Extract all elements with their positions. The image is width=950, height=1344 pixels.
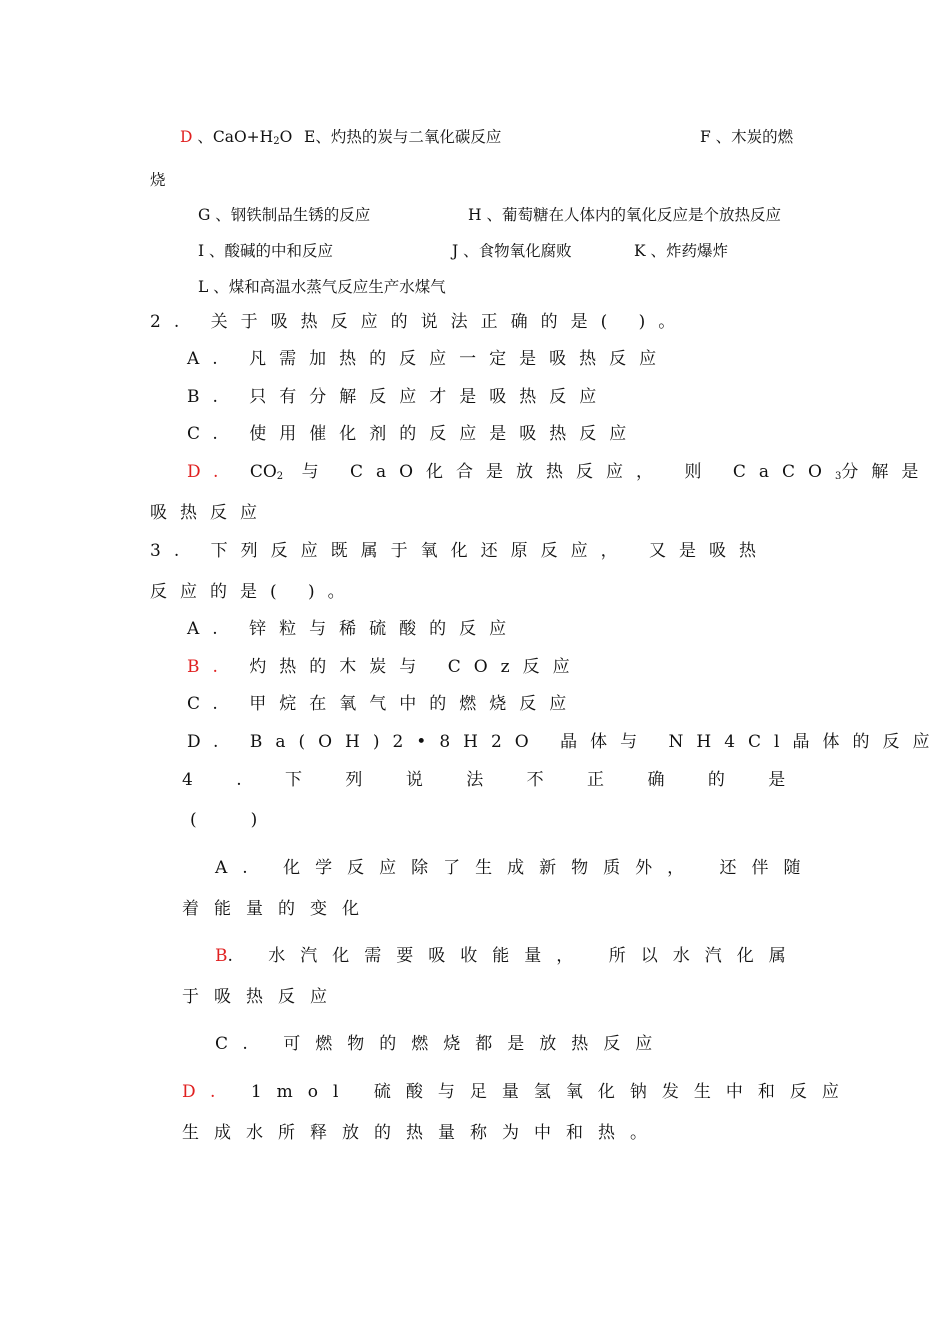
q4-paren: ( ) [190,810,258,830]
q2-option-d-letter: D. [187,462,232,482]
q2-option-d-sub1: 2 [276,471,284,482]
q3-option-b-text: 灼热的木炭与 COz反应 [249,657,583,677]
option-d-text: 、CaO+H [197,128,274,146]
q4-option-b-line2: 于吸热反应 [182,987,342,1007]
q4-option-d-text: 1mol 硫酸与足量氢氧化钠发生中和反应 [250,1082,854,1102]
q4-option-a-line2: 着能量的变化 [182,899,374,919]
q2-option-d-co2 [250,462,283,482]
option-h: H 、葡萄糖在人体内的氧化反应是个放热反应 [468,206,781,224]
q3-stem-line2: 反应的是( )。 [150,582,358,602]
q4-option-d-line2: 生成水所释放的热量称为中和热。 [182,1123,662,1143]
q2-option-d-continued: 吸热反应 [150,503,270,523]
option-g: G 、钢铁制品生锈的反应 [198,206,371,224]
option-l: L 、煤和高温水蒸气反应生产水煤气 [198,278,446,296]
option-d [180,127,292,152]
q2-option-a: A. 凡需加热的反应一定是吸热反应 [187,349,670,369]
q3-option-d: D. Ba(OH)2•8H2O 晶体与 NH4Cl晶体的反应 [187,732,943,752]
q4-option-d-line1 [182,1082,854,1102]
option-f: F 、木炭的燃 [700,128,794,146]
q2-option-d-post: 分解是 [841,462,932,482]
q4-option-d-letter: D. [182,1082,231,1102]
option-f-continued: 烧 [150,171,166,189]
q2-option-d-sub2: 3 [834,471,842,482]
q2-option-d [187,462,931,487]
q3-option-b-letter: B. [187,657,231,677]
option-k: K 、炸药爆炸 [634,242,729,260]
q3-option-b [187,657,583,677]
q2-option-c: C. 使用催化剂的反应是吸热反应 [187,424,640,444]
option-d-letter: D [180,128,193,146]
q3-option-c: C. 甲烷在氧气中的燃烧反应 [187,694,580,714]
q2-option-d-co: CO [249,462,277,482]
q4-option-c: C. 可燃物的燃烧都是放热反应 [215,1034,668,1054]
q2-stem: 2. 关于吸热反应的说法正确的是( )。 [150,312,689,332]
option-e: E、灼热的炭与二氧化碳反应 [304,128,502,146]
q4-stem: 4 . 下 列 说 法 不 正 确 的 是 [182,770,786,790]
q2-option-d-mid: 与 CaO化合是放热反应， 则 CaCO [301,462,835,482]
option-d-subscript: 2 [273,136,280,147]
q4-option-b-letter: B [215,946,228,966]
q4-option-b-line1 [215,946,801,966]
option-d-tail: O [279,128,293,146]
option-i: I 、酸碱的中和反应 [198,242,334,260]
q3-stem-line1: 3. 下列反应既属于氧化还原反应， 又是吸热 [150,541,770,561]
q3-option-a: A. 锌粒与稀硫酸的反应 [187,619,520,639]
q4-option-a-line1: A. 化学反应除了生成新物质外， 还伴随 [215,858,816,878]
option-j: J 、食物氧化腐败 [452,242,572,260]
q2-option-b: B. 只有分解反应才是吸热反应 [187,387,610,407]
q4-option-b-text: . 水汽化需要吸收能量， 所以水汽化属 [227,946,801,966]
